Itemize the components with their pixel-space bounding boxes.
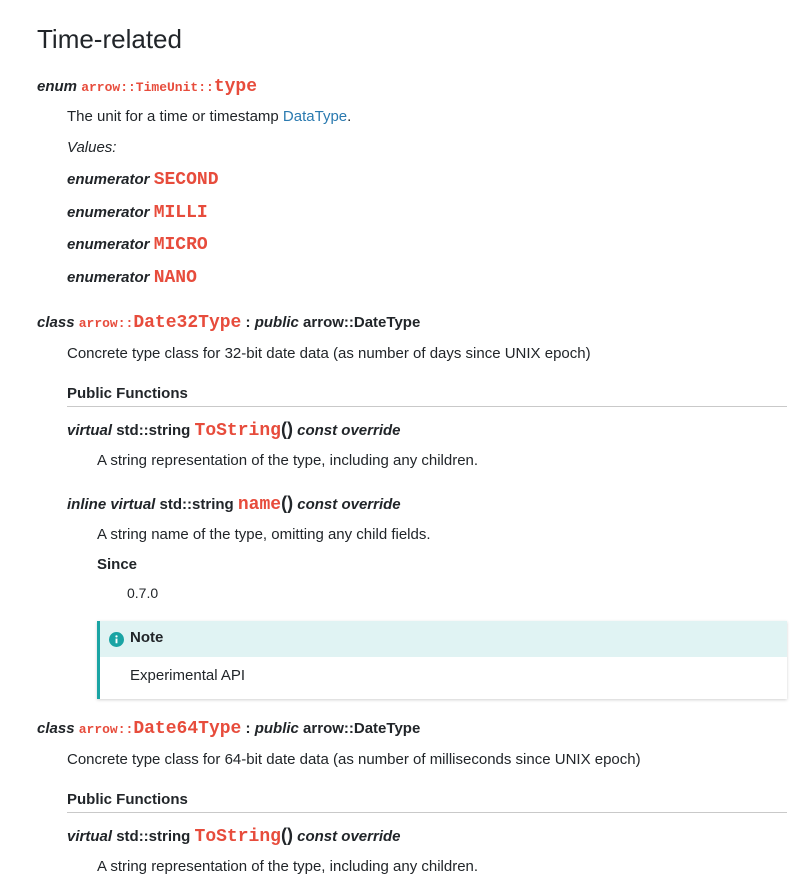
enumerator-nano: enumerator NANO [67, 268, 197, 288]
enum-timeunit-signature [37, 77, 257, 98]
function-name: ToString [194, 827, 281, 847]
date64-tostring-description: A string representation of the type, including any children. [97, 858, 479, 875]
date64-tostring-signature: virtual std::string ToString() const override [67, 825, 401, 847]
date32-base: arrow::DateType [303, 314, 421, 331]
enumerator-name: SECOND [153, 170, 219, 190]
date64-description: Concrete type class for 64-bit date data (as number of milliseconds since UNIX epoch) [67, 751, 641, 768]
values-label: Values: [67, 139, 117, 156]
enumerator-second: enumerator SECOND [67, 170, 219, 190]
date32-public-functions-label: Public Functions [67, 385, 188, 402]
date64-base: arrow::DateType [303, 720, 421, 737]
enum-name: type [213, 77, 258, 97]
date64-public-functions-label: Public Functions [67, 791, 188, 808]
enum-keyword: enum [37, 78, 78, 95]
note-title: Note [130, 629, 164, 646]
date64-name: Date64Type [133, 719, 242, 739]
date32-tostring-signature: virtual std::string ToString() const override [67, 419, 401, 441]
date32-tostring-description: A string representation of the type, including any children. [97, 452, 479, 469]
function-name: ToString [194, 421, 281, 441]
enumerator-micro: enumerator MICRO [67, 235, 208, 255]
page-title: Time-related [37, 24, 182, 54]
date32-section-divider [67, 406, 787, 407]
enum-description: The unit for a time or timestamp DataType. [67, 108, 352, 125]
enumerator-name: NANO [153, 268, 197, 288]
enumerator-milli: enumerator MILLI [67, 203, 208, 223]
date32-name-description: A string name of the type, omitting any child fields. [97, 526, 431, 543]
date32-name: Date32Type [133, 313, 242, 333]
date32-description: Concrete type class for 32-bit date data (as number of days since UNIX epoch) [67, 345, 591, 362]
since-label: Since [97, 556, 138, 573]
datatype-link[interactable]: DataType [282, 108, 348, 125]
since-value: 0.7.0 [127, 585, 159, 601]
function-name: name [237, 495, 282, 515]
note-header [100, 621, 787, 657]
note-admonition [97, 621, 787, 699]
enum-namespace: arrow::TimeUnit:: [81, 80, 214, 95]
date64-signature: class arrow::Date64Type : public arrow::DateType [37, 719, 421, 739]
enumerator-name: MICRO [153, 235, 208, 255]
enumerator-name: MILLI [153, 203, 208, 223]
date32-signature: class arrow::Date32Type : public arrow::DateType [37, 313, 421, 333]
info-icon [109, 632, 124, 647]
note-body: Experimental API [130, 667, 246, 684]
date64-section-divider [67, 812, 787, 813]
date32-name-signature: inline virtual std::string name() const override [67, 493, 401, 515]
